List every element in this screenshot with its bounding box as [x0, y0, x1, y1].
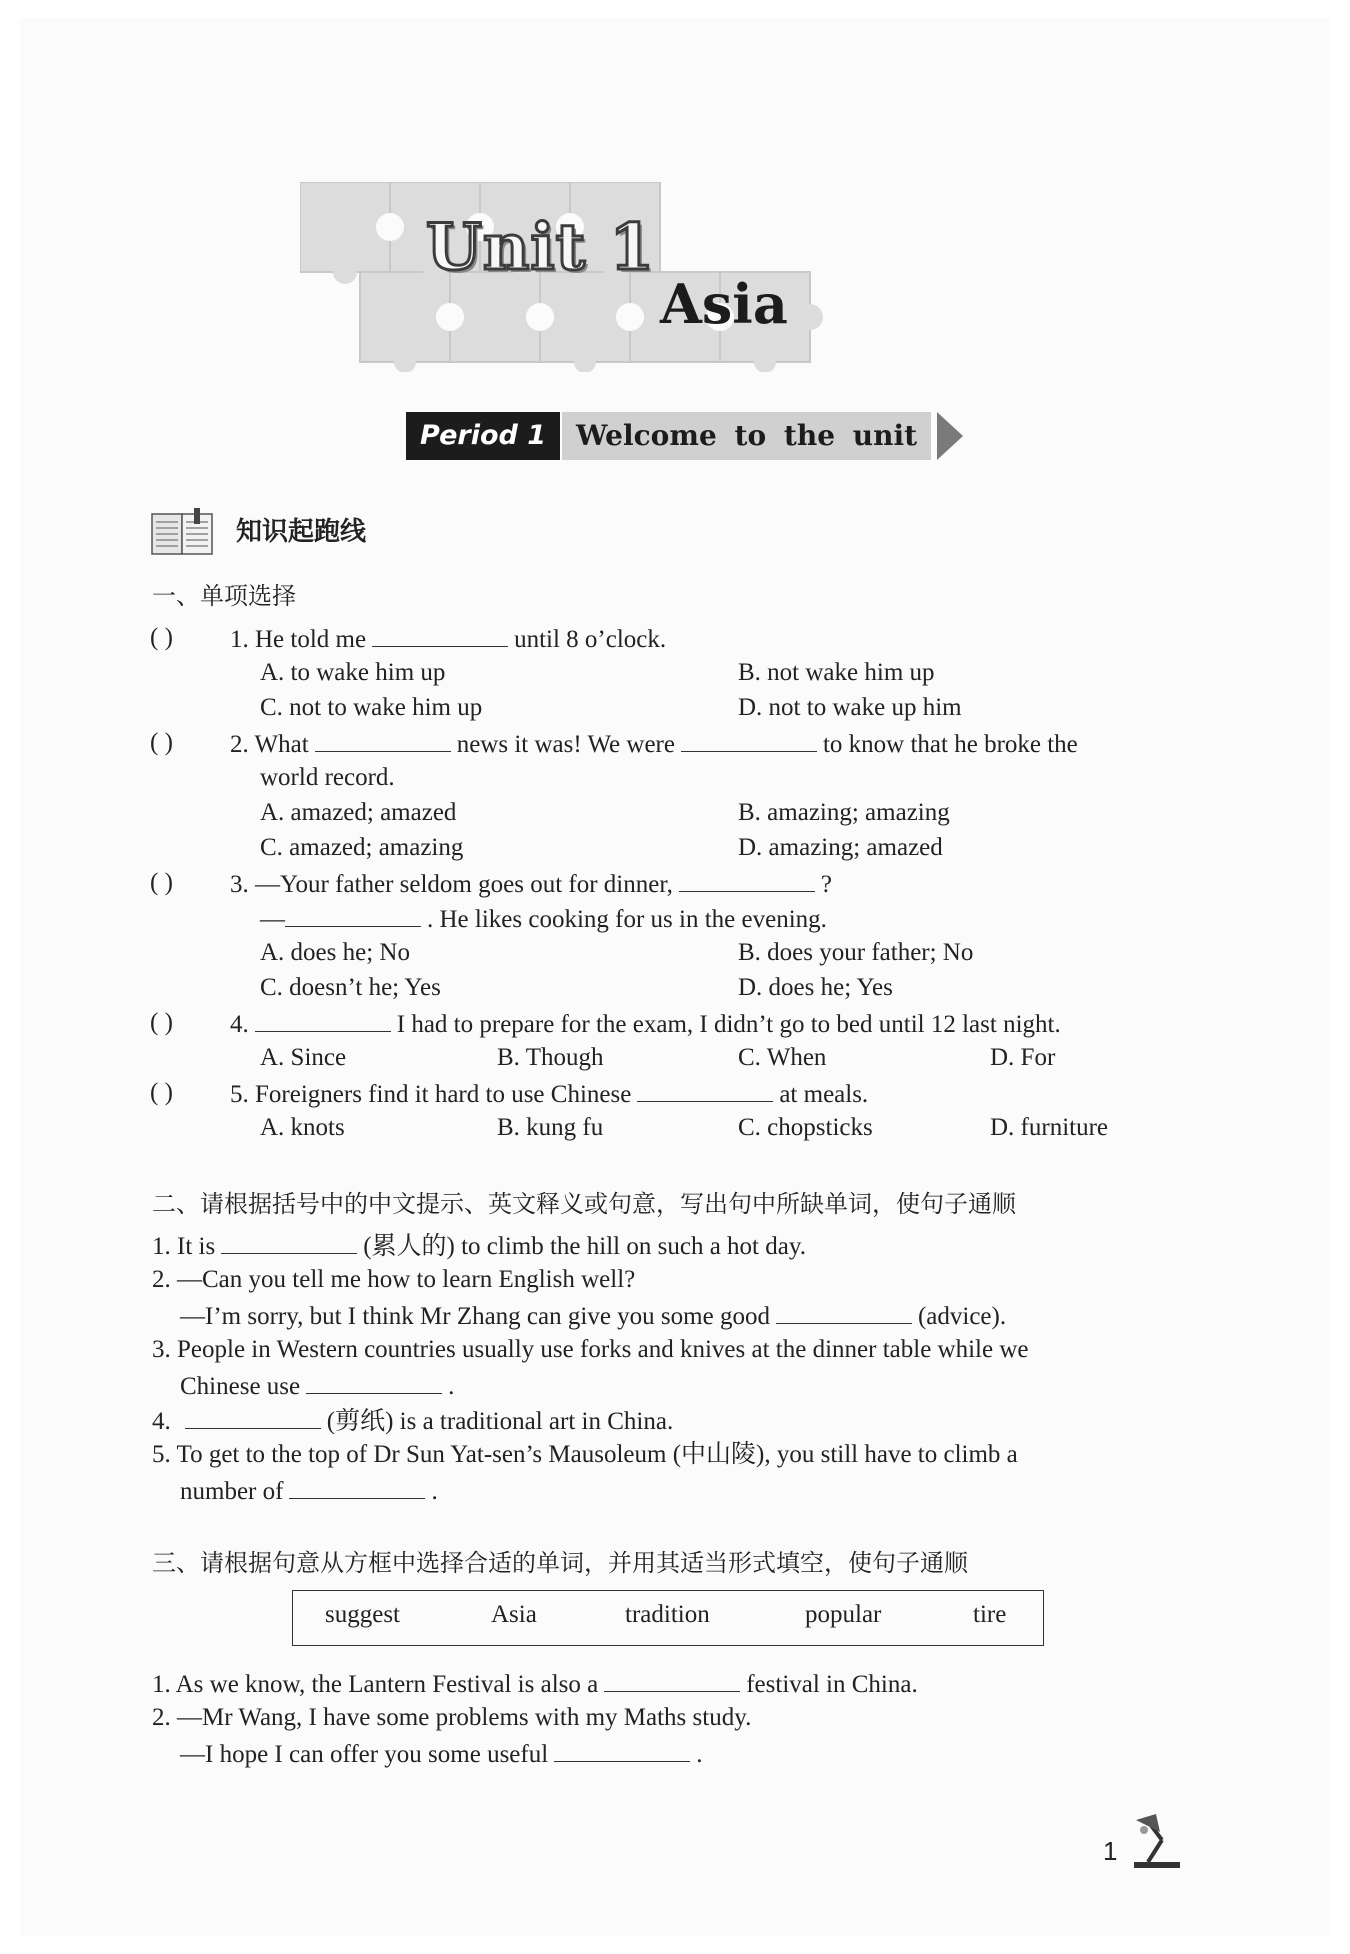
q5-post: at meals. [779, 1081, 869, 1108]
q3-blank-2[interactable] [285, 900, 421, 927]
p2-sentence-5-line-2 [180, 1472, 438, 1509]
p2-sentence-2-line-2 [180, 1297, 1006, 1334]
q3-option-c: C. doesn’t he; Yes [260, 974, 441, 1001]
q4-option-b: B. Though [497, 1044, 604, 1071]
q3-blank-1[interactable] [679, 865, 815, 892]
question-5 [230, 1075, 868, 1112]
q1-option-d: D. not to wake up him [738, 694, 962, 721]
q4-option-a: A. Since [260, 1044, 347, 1071]
q3-option-b: B. does your father; No [738, 939, 974, 966]
q5-blank[interactable] [637, 1075, 773, 1102]
period-label: Period 1 [406, 412, 560, 460]
p3-s1-pre: 1. As we know, the Lantern Festival is also a [152, 1671, 599, 1698]
p3-s2-pre: —I hope I can offer you some useful [180, 1741, 549, 1768]
p2-s5-pre: number of [180, 1478, 284, 1505]
p2-sentence-3-line-2 [180, 1367, 454, 1404]
q4-pre: 4. [230, 1011, 249, 1038]
answer-paren-3[interactable]: ( ) [150, 869, 173, 896]
p3-sentence-2-line-1: 2. —Mr Wang, I have some problems with my Maths study. [152, 1704, 752, 1731]
p2-s2-blank[interactable] [776, 1297, 912, 1324]
q1-blank[interactable] [372, 620, 508, 647]
p3-sentence-1 [152, 1665, 918, 1702]
answer-paren-5[interactable]: ( ) [150, 1079, 173, 1106]
p2-s4-blank[interactable] [185, 1402, 321, 1429]
p3-s2-blank[interactable] [554, 1735, 690, 1762]
q3-line2-pre: — [260, 906, 285, 933]
word-bank-item: popular [805, 1601, 882, 1628]
p2-s1-pre: 1. It is [152, 1233, 216, 1260]
q3-line2-post: . He likes cooking for us in the evening. [427, 906, 827, 933]
word-bank-item: suggest [325, 1601, 400, 1628]
q1-pre: 1. He told me [230, 626, 367, 653]
p3-s1-blank[interactable] [604, 1665, 740, 1692]
q3-option-a: A. does he; No [260, 939, 410, 966]
word-bank-item: tire [973, 1601, 1007, 1628]
word-bank-item: tradition [625, 1601, 710, 1628]
answer-paren-2[interactable]: ( ) [150, 729, 173, 756]
q4-post: I had to prepare for the exam, I didn’t go to bed until 12 last night. [396, 1011, 1061, 1038]
answer-paren-4[interactable]: ( ) [150, 1009, 173, 1036]
q3-post: ? [820, 871, 833, 898]
q2-mid: news it was! We were [456, 731, 675, 758]
q2-continuation: world record. [260, 764, 395, 791]
q1-post: until 8 o’clock. [514, 626, 667, 653]
p3-s2-post: . [696, 1741, 703, 1768]
p2-sentence-4 [152, 1402, 673, 1439]
part1-heading: 一、单项选择 [152, 582, 296, 610]
word-bank-box [292, 1590, 1044, 1646]
section-title: 知识起跑线 [236, 517, 367, 547]
page-number: 1 [1103, 1836, 1118, 1866]
q4-option-d: D. For [990, 1044, 1056, 1071]
q1-option-a: A. to wake him up [260, 659, 446, 686]
desk-lamp-icon [1126, 1810, 1188, 1872]
q2-post: to know that he broke the [822, 731, 1078, 758]
answer-paren-1[interactable]: ( ) [150, 624, 173, 651]
question-1 [230, 620, 666, 657]
q2-blank-2[interactable] [681, 725, 817, 752]
part2-heading: 二、请根据括号中的中文提示、英文释义或句意，写出句中所缺单词，使句子通顺 [152, 1190, 1016, 1218]
q5-option-c: C. chopsticks [738, 1114, 873, 1141]
q2-option-b: B. amazing; amazing [738, 799, 950, 826]
p3-sentence-2-line-2 [180, 1735, 702, 1772]
q2-blank-1[interactable] [315, 725, 451, 752]
word-bank-item: Asia [491, 1601, 537, 1628]
p2-s3-pre: Chinese use [180, 1373, 301, 1400]
unit-title: Unit 1 [426, 210, 656, 285]
p2-s5-post: . [431, 1478, 438, 1505]
question-4 [230, 1005, 1061, 1042]
period-bar [406, 412, 963, 460]
p2-s2-pre: —I’m sorry, but I think Mr Zhang can give you some good [180, 1303, 770, 1330]
q3-option-d: D. does he; Yes [738, 974, 893, 1001]
q2-option-a: A. amazed; amazed [260, 799, 457, 826]
p2-s3-post: . [448, 1373, 455, 1400]
p2-sentence-3-line-1: 3. People in Western countries usually use forks and knives at the dinner table while we [152, 1336, 1029, 1363]
question-3-line-2 [260, 900, 827, 937]
question-2 [230, 725, 1078, 762]
q1-option-c: C. not to wake him up [260, 694, 483, 721]
p2-sentence-2-line-1: 2. —Can you tell me how to learn English well? [152, 1266, 636, 1293]
p2-sentence-1 [152, 1227, 806, 1264]
book-icon [150, 508, 216, 558]
q3-pre: 3. —Your father seldom goes out for dinner, [230, 871, 673, 898]
p2-s5-blank[interactable] [289, 1472, 425, 1499]
p2-s3-blank[interactable] [306, 1367, 442, 1394]
q1-option-b: B. not wake him up [738, 659, 935, 686]
p2-sentence-5-line-1: 5. To get to the top of Dr Sun Yat-sen’s Mausoleum (中山陵), you still have to climb a [152, 1441, 1018, 1468]
p2-s1-blank[interactable] [221, 1227, 357, 1254]
q2-pre: 2. What [230, 731, 309, 758]
q2-option-c: C. amazed; amazing [260, 834, 464, 861]
q5-pre: 5. Foreigners find it hard to use Chinese [230, 1081, 632, 1108]
q4-blank[interactable] [255, 1005, 391, 1032]
arrow-right-icon [937, 412, 963, 460]
p2-s4-post: (剪纸) is a traditional art in China. [326, 1408, 674, 1435]
question-3 [230, 865, 832, 902]
p3-s1-post: festival in China. [746, 1671, 918, 1698]
q4-option-c: C. When [738, 1044, 827, 1071]
q5-option-a: A. knots [260, 1114, 345, 1141]
part3-heading: 三、请根据句意从方框中选择合适的单词，并用其适当形式填空，使句子通顺 [152, 1549, 968, 1577]
q5-option-d: D. furniture [990, 1114, 1109, 1141]
p2-s4-pre: 4. [152, 1408, 171, 1435]
p2-s2-post: (advice). [917, 1303, 1007, 1330]
unit-subtitle: Asia [660, 272, 788, 336]
period-title: Welcome to the unit [560, 412, 931, 460]
p2-s1-post: (累人的) to climb the hill on such a hot day. [363, 1233, 806, 1260]
q5-option-b: B. kung fu [497, 1114, 604, 1141]
q2-option-d: D. amazing; amazed [738, 834, 943, 861]
